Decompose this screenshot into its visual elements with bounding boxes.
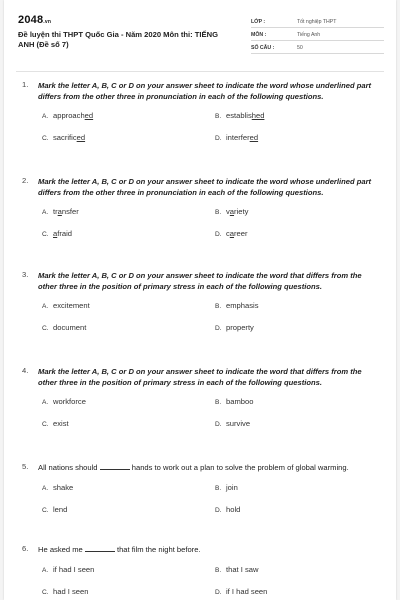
- option-letter: C.: [42, 589, 49, 596]
- question-text: [38, 544, 382, 555]
- option-d[interactable]: [215, 587, 267, 596]
- option-text-pre: establis: [226, 111, 252, 120]
- option-letter: B.: [215, 567, 222, 574]
- option-letter: A.: [42, 485, 49, 492]
- meta-value-count: 50: [297, 45, 303, 51]
- question-text-pre: He asked me: [38, 545, 85, 554]
- option-a[interactable]: [42, 397, 86, 406]
- option-text: if I had seen: [226, 587, 268, 596]
- question-text-pre: All nations should: [38, 463, 100, 472]
- option-a[interactable]: [42, 301, 90, 310]
- question-number: 3.: [22, 270, 29, 279]
- option-text: shake: [53, 483, 74, 492]
- option-text: property: [226, 323, 254, 332]
- option-c[interactable]: [42, 133, 85, 142]
- option-underlined: a: [57, 207, 62, 216]
- options: [38, 207, 382, 253]
- option-letter: B.: [215, 209, 222, 216]
- question-text: [38, 462, 382, 473]
- option-b[interactable]: [215, 301, 259, 310]
- option-a[interactable]: [42, 565, 94, 574]
- option-letter: A.: [42, 209, 49, 216]
- question-1: [4, 80, 396, 176]
- option-letter: B.: [215, 399, 222, 406]
- option-text-post: nsfer: [61, 207, 79, 216]
- option-text: had I seen: [53, 587, 89, 596]
- answer-blank: [100, 463, 130, 470]
- question-6: [4, 544, 396, 600]
- option-underlined: ed: [76, 133, 86, 142]
- option-d[interactable]: [215, 229, 248, 238]
- header-divider: [16, 71, 384, 72]
- option-b[interactable]: [215, 397, 253, 406]
- option-text: hold: [226, 505, 241, 514]
- answer-blank: [85, 545, 115, 552]
- option-text-pre: sacrific: [53, 133, 77, 142]
- option-text-pre: approach: [53, 111, 85, 120]
- question-5: [4, 462, 396, 544]
- option-a[interactable]: [42, 483, 73, 492]
- option-underlined: a: [229, 207, 235, 216]
- option-text: workforce: [53, 397, 86, 406]
- options: [38, 111, 382, 157]
- option-d[interactable]: [215, 419, 250, 428]
- option-text: excitement: [53, 301, 90, 310]
- option-c[interactable]: [42, 323, 86, 332]
- meta-row-class: [251, 16, 384, 28]
- logo-main: 2048: [18, 14, 44, 26]
- question-3: [4, 270, 396, 366]
- question-text: Mark the letter A, B, C or D on your answer sheet to indicate the word that differs from the other three in the position of primary stress in each of the following questions.: [38, 367, 362, 387]
- options: [38, 565, 382, 600]
- option-b[interactable]: [215, 565, 259, 574]
- option-text: document: [53, 323, 87, 332]
- option-d[interactable]: [215, 323, 254, 332]
- meta-row-subject: [251, 29, 384, 41]
- option-text: lend: [53, 505, 68, 514]
- option-letter: D.: [215, 135, 222, 142]
- option-text-pre: interfer: [226, 133, 250, 142]
- option-letter: D.: [215, 507, 222, 514]
- exam-meta: [251, 16, 384, 55]
- option-underlined: ed: [84, 111, 94, 120]
- option-text-post: reer: [234, 229, 248, 238]
- option-letter: B.: [215, 113, 222, 120]
- option-text-post: riety: [234, 207, 249, 216]
- meta-value-class: Tốt nghiệp THPT: [297, 19, 337, 25]
- option-letter: C.: [42, 135, 49, 142]
- question-number: 2.: [22, 176, 29, 185]
- option-b[interactable]: [215, 111, 264, 120]
- question-number: 1.: [22, 80, 29, 89]
- meta-row-count: [251, 42, 384, 54]
- exam-header: [18, 14, 384, 62]
- options: [38, 483, 382, 529]
- option-c[interactable]: [42, 587, 88, 596]
- option-letter: A.: [42, 113, 49, 120]
- question-number: 5.: [22, 462, 29, 471]
- option-text: join: [226, 483, 238, 492]
- option-letter: C.: [42, 507, 49, 514]
- option-letter: A.: [42, 567, 49, 574]
- question-text: Mark the letter A, B, C or D on your answer sheet to indicate the word whose underlined part differs from the other three in pronunciation in each of the following questions.: [38, 81, 372, 101]
- meta-label-count: SỐ CÂU :: [251, 45, 275, 51]
- question-text-post: that film the night before.: [114, 545, 201, 554]
- option-b[interactable]: [215, 483, 238, 492]
- exam-title: Đề luyện thi THPT Quốc Gia - Năm 2020 Môn thi: TIẾNG ANH (Đề số 7): [18, 30, 218, 49]
- option-text: survive: [226, 419, 251, 428]
- option-text-post: fraid: [57, 229, 73, 238]
- exam-sheet: [4, 0, 396, 600]
- option-letter: D.: [215, 325, 222, 332]
- option-c[interactable]: [42, 505, 67, 514]
- option-letter: D.: [215, 421, 222, 428]
- option-letter: A.: [42, 303, 49, 310]
- option-letter: C.: [42, 421, 49, 428]
- option-text: exist: [53, 419, 69, 428]
- option-letter: A.: [42, 399, 49, 406]
- option-text-pre: c: [226, 229, 230, 238]
- option-letter: D.: [215, 589, 222, 596]
- option-letter: D.: [215, 231, 222, 238]
- meta-value-subject: Tiếng Anh: [297, 32, 321, 38]
- option-d[interactable]: [215, 505, 240, 514]
- question-list: [4, 80, 396, 600]
- question-text: Mark the letter A, B, C or D on your answer sheet to indicate the word that differs from the other three in the position of primary stress in each of the following questions.: [38, 271, 362, 291]
- option-text: bamboo: [226, 397, 254, 406]
- question-2: [4, 176, 396, 270]
- option-underlined: a: [53, 229, 58, 238]
- meta-label-subject: MÔN :: [251, 32, 267, 38]
- option-b[interactable]: [215, 207, 248, 216]
- question-4: [4, 366, 396, 462]
- meta-label-class: LỚP :: [251, 19, 266, 25]
- option-letter: B.: [215, 303, 222, 310]
- option-letter: B.: [215, 485, 222, 492]
- question-text: Mark the letter A, B, C or D on your answer sheet to indicate the word whose underlined part differs from the other three in pronunciation in each of the following questions.: [38, 177, 372, 197]
- site-logo[interactable]: [18, 14, 51, 26]
- option-letter: C.: [42, 325, 49, 332]
- options: [38, 301, 382, 347]
- option-letter: C.: [42, 231, 49, 238]
- option-underlined: ed: [249, 133, 259, 142]
- question-number: 4.: [22, 366, 29, 375]
- logo-suffix: .vn: [43, 19, 52, 25]
- option-underlined: hed: [251, 111, 265, 120]
- options: [38, 397, 382, 443]
- option-text: that I saw: [226, 565, 259, 574]
- question-number: 6.: [22, 544, 29, 553]
- option-c[interactable]: [42, 229, 72, 238]
- option-text: emphasis: [226, 301, 259, 310]
- option-text: if had I seen: [53, 565, 95, 574]
- option-a[interactable]: [42, 207, 79, 216]
- option-underlined: a: [229, 229, 235, 238]
- option-text-pre: tr: [53, 207, 58, 216]
- option-a[interactable]: [42, 111, 93, 120]
- option-c[interactable]: [42, 419, 69, 428]
- option-text-pre: v: [226, 207, 230, 216]
- question-text-post: hands to work out a plan to solve the problem of global warming.: [129, 463, 349, 472]
- option-d[interactable]: [215, 133, 258, 142]
